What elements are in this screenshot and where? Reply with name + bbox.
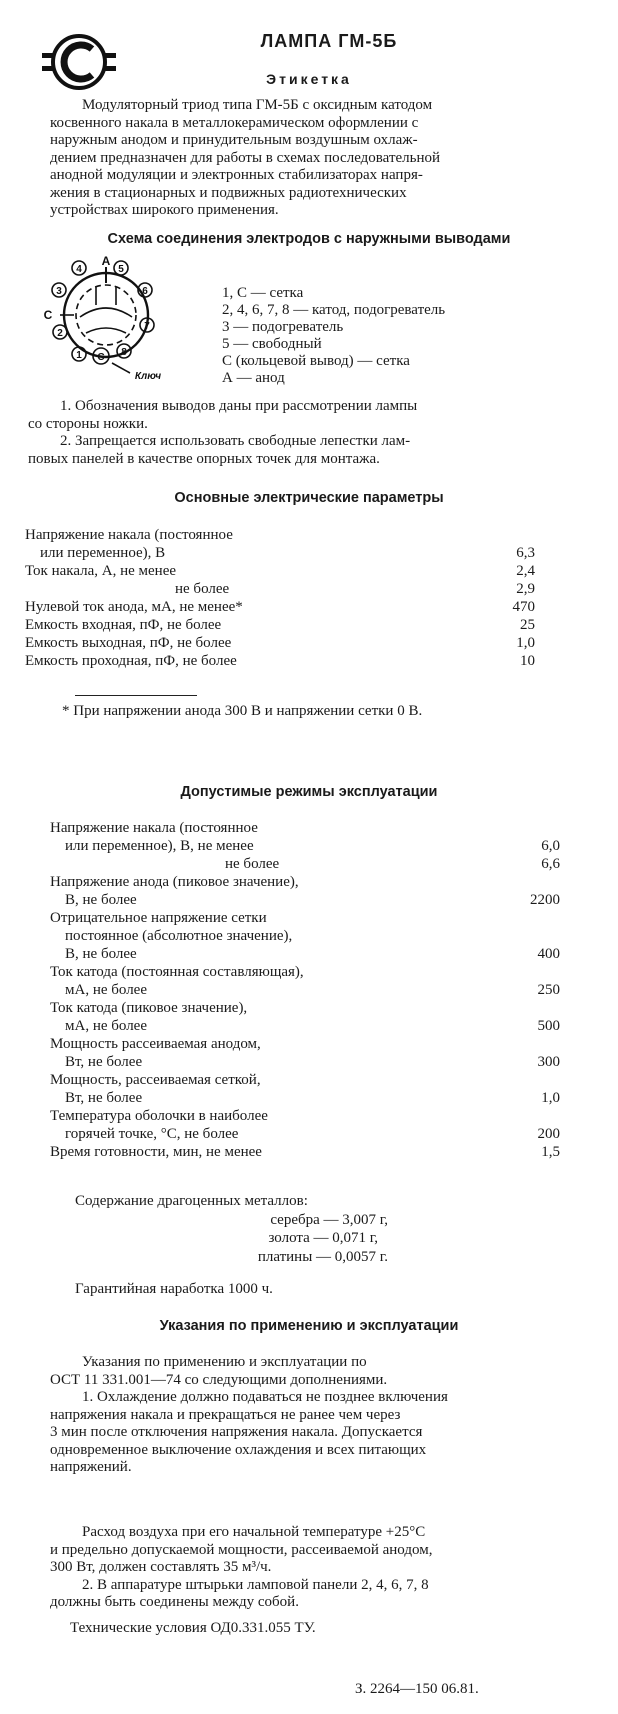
table-row [50,1036,560,1054]
warranty-text: Гарантийная наработка 1000 ч. [75,1281,273,1297]
table-row [25,545,535,563]
pinout-heading: Схема соединения электродов с наружными выводами [107,231,511,247]
intro-line: жения в стационарных и подвижных радиотехнических [50,184,407,201]
param-label: Мощность рассеиваемая анодом, [50,1036,261,1052]
pin-label: 3 [56,286,62,297]
pin-label: 5 [118,264,124,275]
pin-label: 6 [142,286,148,297]
param-label: Время готовности, мин, не менее [50,1144,262,1160]
param-label: Мощность, рассеиваемая сеткой, [50,1072,261,1088]
pin-legend-item: 1, С — сетка [222,285,304,301]
pin-legend-item: 2, 4, 6, 7, 8 — катод, подогреватель [222,302,446,318]
param-label: Нулевой ток анода, мА, не менее* [25,599,243,615]
pin-label: 2 [57,328,63,339]
intro-line: наружным анодом и принудительным воздушным охлаж- [50,132,418,148]
note-line: со стороны ножки. [28,415,148,432]
param-value: 400 [537,946,560,962]
table-row [25,599,535,617]
pin-legend-item: А — анод [222,370,285,386]
param-value: 470 [512,599,535,615]
param-value: 500 [537,1018,560,1034]
param-value [520,1036,560,1054]
param-label: или переменное), В, не менее [65,838,254,854]
param-value: 1,0 [541,1090,560,1106]
page-subtitle: Этикетка [266,71,352,87]
intro-line: устройствах широкого применения. [50,202,279,218]
usage-line: одновременное выключение охлаждения и всех питающих [50,1441,427,1458]
param-label: не более [175,581,230,597]
table-row [50,1144,560,1162]
intro-line: Модуляторный триод типа ГМ-5Б с оксидным катодом [82,97,433,113]
usage-paragraph-2 [50,1524,540,1612]
metal-gold: золота — 0,071 г, [268,1230,378,1246]
param-value [520,1000,560,1018]
param-value: 300 [537,1054,560,1070]
table-row [50,1054,560,1072]
usage-line: 3 мин после отключения напряжения накала. Допускается [50,1424,423,1440]
usage-line: должны быть соединены между собой. [50,1594,299,1610]
metal-platinum: платины — 0,0057 г. [257,1249,388,1265]
table-row [25,617,535,635]
param-value [495,527,535,545]
param-label: Емкость входная, пФ, не более [25,617,222,633]
table-row [25,563,535,581]
table-row [50,1126,560,1144]
table-row [25,635,535,653]
pin-label: 1 [76,350,82,361]
intro-line: дением предназначен для работы в схемах последовательной [50,149,441,166]
ring-label: С [43,308,53,322]
pin-legend-item: 5 — свободный [222,336,322,352]
param-label: Ток катода (пиковое значение), [50,1000,248,1016]
param-label: Емкость проходная, пФ, не более [25,653,237,669]
table-row [50,1090,560,1108]
param-value [520,874,560,892]
table-row [50,946,560,964]
electrical-table [25,527,535,671]
usage-line: Указания по применению и эксплуатации по [82,1354,367,1370]
table-row [25,581,535,599]
note-line: 2. Запрещается использовать свободные лепестки лам- [60,433,411,449]
param-value: 250 [537,982,560,998]
param-label: Емкость выходная, пФ, не более [25,635,232,651]
param-value: 200 [537,1126,560,1142]
print-order: З. 2264—150 06.81. [355,1681,479,1697]
electrical-heading: Основные электрические параметры [174,490,444,506]
param-label: Напряжение анода (пиковое значение), [50,874,299,890]
param-label: Ток накала, А, не менее [25,563,177,579]
table-row [25,527,535,545]
pin-legend-item: 3 — подогреватель [222,319,344,335]
table-row [50,856,560,874]
pin-label: 4 [76,264,82,275]
key-label: Ключ [134,371,162,380]
pin-legend-item: С (кольцевой вывод) — сетка [222,353,410,369]
usage-line: и предельно допускаемой мощности, рассеиваемой анодом, [50,1541,433,1558]
param-value [520,910,560,928]
param-label: мА, не более [65,1018,147,1034]
param-label: Напряжение накала (постоянное [50,820,258,836]
param-value: 6,0 [541,838,560,854]
usage-line: ОСТ 11 331.001—74 со следующими дополнениями. [50,1371,388,1388]
param-label: постоянное (абсолютное значение), [65,928,293,944]
param-value: 2,9 [516,581,535,597]
table-row [50,838,560,856]
table-row [50,820,560,838]
param-label: мА, не более [65,982,147,998]
metals-heading: Содержание драгоценных металлов: [75,1193,308,1209]
usage-line: 300 Вт, должен составлять 35 м³/ч. [50,1559,272,1575]
footnote-divider [75,695,197,696]
param-value [520,820,560,838]
table-row [50,1072,560,1090]
tech-conditions: Технические условия ОД0.331.055 ТУ. [70,1620,316,1636]
pin-legend [222,285,552,387]
param-value: 6,3 [516,545,535,561]
note-line: 1. Обозначения выводов даны при рассмотрении лампы [60,398,418,414]
usage-paragraph-1 [50,1354,540,1477]
param-label: Ток катода (постоянная составляющая), [50,964,304,980]
table-row [50,1000,560,1018]
usage-line: напряжений. [50,1459,132,1475]
usage-line: 1. Охлаждение должно подаваться не позднее включения [82,1389,448,1405]
param-value [520,1072,560,1090]
limits-heading: Допустимые режимы эксплуатации [180,784,438,800]
usage-heading: Указания по применению и эксплуатации [159,1318,459,1334]
param-label: Вт, не более [65,1090,143,1106]
table-row [50,964,560,982]
table-row [50,910,560,928]
intro-line: анодной модуляции и электронных стабилизаторах напря- [50,167,423,183]
param-value: 1,5 [541,1144,560,1160]
param-value: 2200 [530,892,560,908]
param-value: 10 [520,653,535,669]
pin-label: 7 [144,321,150,332]
intro-paragraph [50,97,540,220]
param-label: В, не более [65,892,137,908]
table-row [50,892,560,910]
param-value [520,964,560,982]
limits-table [50,820,560,1162]
pinout-notes [28,398,540,468]
table-row [50,1108,560,1126]
intro-line: косвенного накала в металлокерамическом оформлении с [50,114,419,131]
metal-silver: серебра — 3,007 г, [270,1212,388,1228]
param-value: 1,0 [516,635,535,651]
param-label: горячей точке, °С, не более [65,1126,239,1142]
usage-line: напряжения накала и прекращаться не ранее чем через [50,1406,401,1423]
table-row [50,928,560,946]
param-value [520,1108,560,1126]
param-label: В, не более [65,946,137,962]
param-label: Отрицательное напряжение сетки [50,910,267,926]
note-line: повых панелей в качестве опорных точек для монтажа. [28,450,380,467]
table-row [50,1018,560,1036]
usage-line: Расход воздуха при его начальной температуре +25°С [82,1524,426,1540]
param-label: или переменное), В [40,545,166,561]
pinout-diagram [40,255,180,380]
footnote: * При напряжении анода 300 В и напряжении сетки 0 В. [62,703,423,719]
pin-label: 8 [121,347,127,358]
param-value [520,928,560,946]
param-value: 25 [520,617,535,633]
param-label: не более [225,856,280,872]
ring-pin-label: С [97,352,105,363]
anode-label: А [101,255,111,268]
table-row [50,982,560,1000]
param-value: 6,6 [541,856,560,872]
table-row [25,653,535,671]
page-title: ЛАМПА ГМ-5Б [260,31,398,51]
param-label: Температура оболочки в наиболее [50,1108,268,1124]
param-value: 2,4 [516,563,535,579]
param-label: Вт, не более [65,1054,143,1070]
param-label: Напряжение накала (постоянное [25,527,233,543]
usage-line: 2. В аппаратуре штырьки ламповой панели 2, 4, 6, 7, 8 [82,1576,429,1593]
table-row [50,874,560,892]
